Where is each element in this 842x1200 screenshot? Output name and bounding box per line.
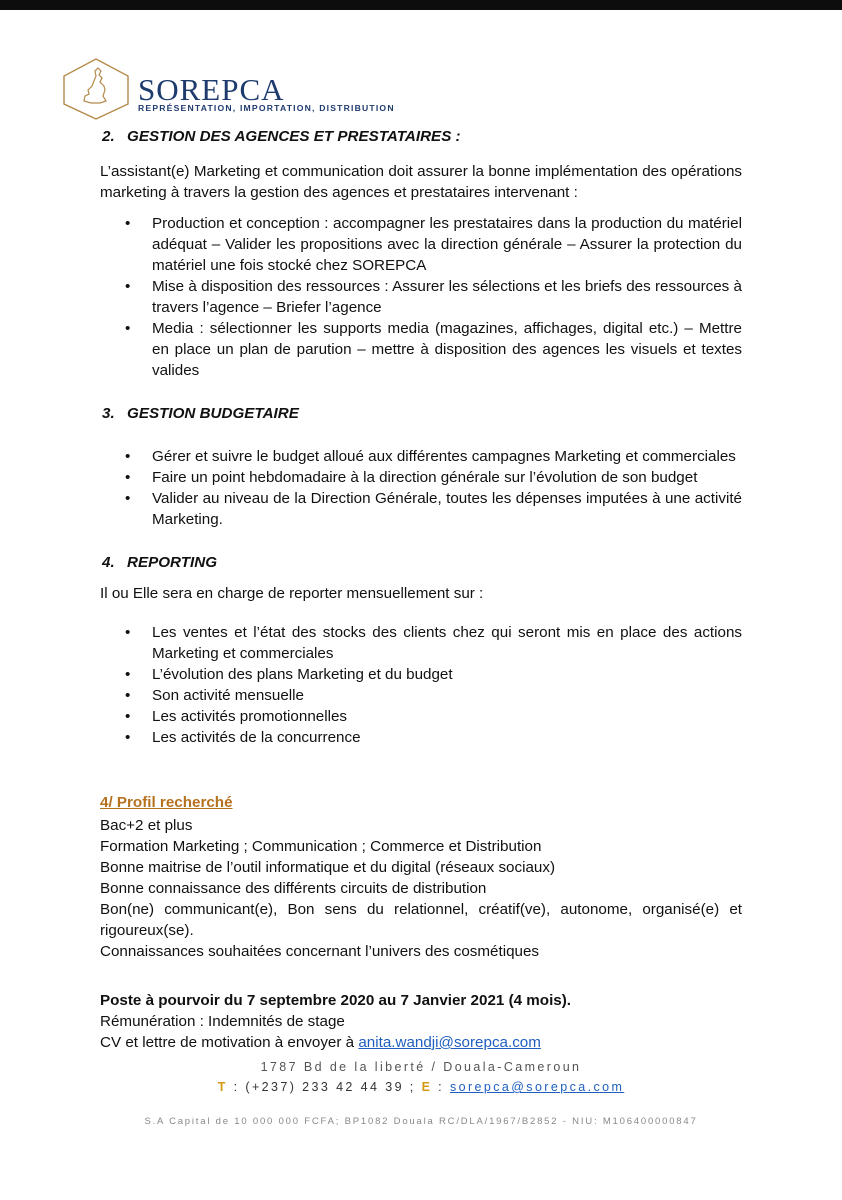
footer-address: 1787 Bd de la liberté / Douala-Cameroun bbox=[260, 1060, 582, 1074]
footer-email-link[interactable]: sorepca@sorepca.com bbox=[449, 1080, 625, 1094]
section-title: 3. GESTION BUDGETAIRE bbox=[102, 405, 299, 422]
bullet-list bbox=[100, 213, 742, 381]
email-label: E bbox=[421, 1080, 433, 1094]
brand-tagline: REPRÉSENTATION, IMPORTATION, DISTRIBUTION bbox=[138, 103, 395, 113]
position-period: Poste à pourvoir du 7 septembre 2020 au 7 Janvier 2021 (4 mois). bbox=[100, 992, 572, 1009]
profile-line: Bonne connaissance des différents circuits de distribution bbox=[100, 880, 487, 897]
brand-name: SOREPCA bbox=[138, 72, 285, 107]
list-item: • Les activités de la concurrence bbox=[125, 729, 361, 746]
profile-line: Bac+2 et plus bbox=[100, 817, 193, 834]
list-item: • Les activités promotionnelles bbox=[125, 708, 348, 725]
profile-title: 4/ Profil recherché bbox=[100, 794, 233, 811]
remuneration: Rémunération : Indemnités de stage bbox=[100, 1013, 345, 1030]
list-item: • Gérer et suivre le budget alloué aux différentes campagnes Marketing et commerciales bbox=[125, 448, 736, 465]
top-border bbox=[0, 0, 842, 10]
bullet-icon: • bbox=[125, 469, 131, 486]
bullet-icon: • bbox=[125, 729, 131, 746]
bullet-icon: • bbox=[125, 278, 131, 295]
bullet-icon: • bbox=[125, 320, 131, 337]
section-title: 4. REPORTING bbox=[102, 554, 218, 571]
cameroon-map-emblem-icon bbox=[58, 56, 134, 122]
list-item: • L’évolution des plans Marketing et du budget bbox=[125, 666, 453, 683]
list-item: • Faire un point hebdomadaire à la direction générale sur l’évolution de son budget bbox=[125, 469, 698, 486]
list-item: • Les ventes et l’état des stocks des clients chez qui seront mis en place des actions Marketing et commerciales bbox=[125, 624, 742, 662]
bullet-icon: • bbox=[125, 490, 131, 507]
profile-line: Formation Marketing ; Communication ; Commerce et Distribution bbox=[100, 838, 542, 855]
bullet-icon: • bbox=[125, 448, 131, 465]
section-intro: L’assistant(e) Marketing et communication doit assurer la bonne implémentation des opérations marketing à travers la gestion des agences et prestataires intervenant : bbox=[100, 163, 742, 201]
list-item: • Valider au niveau de la Direction Générale, toutes les dépenses imputées à une activité Marketing. bbox=[125, 490, 742, 528]
bullet-list bbox=[100, 446, 742, 530]
application-instructions: CV et lettre de motivation à envoyer à anita.wandji@sorepca.com bbox=[100, 1034, 541, 1051]
section-intro: Il ou Elle sera en charge de reporter mensuellement sur : bbox=[100, 585, 484, 602]
profile-line: Bonne maitrise de l’outil informatique et du digital (réseaux sociaux) bbox=[100, 859, 556, 876]
list-item: • Mise à disposition des ressources : Assurer les sélections et les briefs des ressources à travers l’agence – Briefer l’agence bbox=[125, 278, 742, 316]
company-logo bbox=[58, 54, 398, 124]
bullet-list bbox=[100, 622, 742, 748]
application-email-link[interactable]: anita.wandji@sorepca.com bbox=[358, 1034, 541, 1051]
bullet-icon: • bbox=[125, 708, 131, 725]
bullet-icon: • bbox=[125, 687, 131, 704]
list-item: • Media : sélectionner les supports media (magazines, affichages, digital etc.) – Mettre en place un plan de parution – mettre à disposition des agences les visuels et textes valides bbox=[125, 320, 742, 379]
section-title: 2. GESTION DES AGENCES ET PRESTATAIRES : bbox=[102, 128, 461, 145]
document-body bbox=[100, 126, 742, 1053]
profile-line: Connaissances souhaitées concernant l’univers des cosmétiques bbox=[100, 943, 539, 960]
profile-line: Bon(ne) communicant(e), Bon sens du relationnel, créatif(ve), autonome, organisé(e) et rigoureux(se). bbox=[100, 901, 742, 939]
footer-phone: : (+237) 233 42 44 39 ; bbox=[227, 1080, 422, 1094]
list-item: • Son activité mensuelle bbox=[125, 687, 304, 704]
footer-contact: T : (+237) 233 42 44 39 ; E : sorepca@sorepca.com bbox=[217, 1080, 625, 1094]
bullet-icon: • bbox=[125, 666, 131, 683]
footer-legal: S.A Capital de 10 000 000 FCFA; BP1082 Douala RC/DLA/1967/B2852 - NIU: M106400000847 bbox=[144, 1116, 698, 1127]
bullet-icon: • bbox=[125, 624, 131, 641]
phone-label: T bbox=[217, 1080, 228, 1094]
bullet-icon: • bbox=[125, 215, 131, 232]
list-item: • Production et conception : accompagner les prestataires dans la production du matériel adéquat – Valider les propositions avec la direction générale – Assurer la protection du matériel une fois stocké chez SOREPCA bbox=[125, 215, 742, 274]
